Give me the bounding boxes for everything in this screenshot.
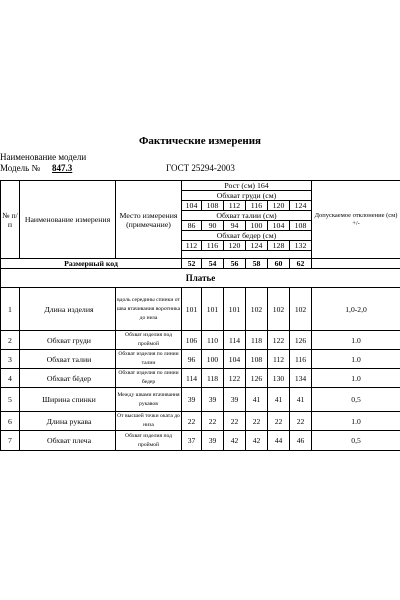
row-num: 4 (1, 369, 20, 388)
row-value: 96 (182, 350, 202, 369)
row-tolerance: 0,5 (312, 431, 400, 451)
row-place: Между швами втачивания рукавов (116, 388, 182, 412)
model-name-label: Наименование модели (0, 152, 87, 162)
size-code: 56 (224, 259, 246, 269)
waist-label: Обхват талии (см) (182, 211, 312, 221)
row-value: 39 (224, 388, 246, 412)
row-value: 114 (182, 369, 202, 388)
row-value: 122 (268, 331, 290, 350)
hips-value: 128 (268, 241, 290, 251)
row-value: 39 (182, 388, 202, 412)
row-value: 42 (224, 431, 246, 451)
row-value: 118 (246, 331, 268, 350)
size-code-row (1, 259, 400, 269)
waist-value: 90 (202, 221, 224, 231)
size-code-empty (312, 259, 400, 269)
hips-value: 124 (246, 241, 268, 251)
table-row (1, 331, 400, 350)
row-value: 22 (224, 412, 246, 431)
row-tolerance: 1.0 (312, 369, 400, 388)
row-value: 114 (224, 331, 246, 350)
row-place: Обхват изделия под проймой (116, 431, 182, 451)
header-tolerance: Допускаемое отклонение (см) +/- (312, 181, 400, 259)
row-name: Обхват груди (20, 331, 116, 350)
row-value: 41 (246, 388, 268, 412)
size-code: 54 (202, 259, 224, 269)
size-code: 60 (268, 259, 290, 269)
size-code-label: Размерный код (1, 259, 182, 269)
row-value: 110 (202, 331, 224, 350)
row-place: Обхват изделия под проймой (116, 331, 182, 350)
model-number-line (0, 163, 74, 173)
header-num: № п/п (1, 181, 20, 259)
row-value: 22 (246, 412, 268, 431)
size-code: 62 (290, 259, 312, 269)
row-place: Обхват изделия по линии бедер (116, 369, 182, 388)
row-place: Обхват изделия по линии талии (116, 350, 182, 369)
row-num: 6 (1, 412, 20, 431)
row-value: 126 (246, 369, 268, 388)
row-place: вдоль середины спинки от шва втачивания воротника до низа (116, 288, 182, 331)
header-row-height (1, 181, 400, 191)
row-value: 22 (182, 412, 202, 431)
row-value: 22 (290, 412, 312, 431)
section-title: Платье (1, 269, 400, 288)
header-name: Наименование измерения (20, 181, 116, 259)
row-value: 108 (246, 350, 268, 369)
row-value: 134 (290, 369, 312, 388)
row-name: Ширина спинки (20, 388, 116, 412)
chest-value: 120 (268, 201, 290, 211)
row-value: 22 (268, 412, 290, 431)
row-value: 112 (268, 350, 290, 369)
chest-value: 112 (224, 201, 246, 211)
hips-value: 120 (224, 241, 246, 251)
row-value: 22 (202, 412, 224, 431)
row-value: 101 (202, 288, 224, 331)
row-name: Длина изделия (20, 288, 116, 331)
row-tolerance: 1.0 (312, 412, 400, 431)
table-row (1, 412, 400, 431)
row-tolerance: 1.0 (312, 331, 400, 350)
chest-label: Обхват груди (см) (182, 191, 312, 201)
hips-value: 116 (202, 241, 224, 251)
row-value: 42 (246, 431, 268, 451)
row-name: Длина рукава (20, 412, 116, 431)
row-num: 2 (1, 331, 20, 350)
row-name: Обхват бёдер (20, 369, 116, 388)
row-value: 102 (290, 288, 312, 331)
row-value: 126 (290, 331, 312, 350)
header-place: Место измерения (примечание) (116, 181, 182, 259)
row-num: 3 (1, 350, 20, 369)
hips-label: Обхват бедер (см) (182, 231, 312, 241)
row-place: От высшей точки оката до низа (116, 412, 182, 431)
row-value: 122 (224, 369, 246, 388)
waist-value: 100 (246, 221, 268, 231)
row-num: 1 (1, 288, 20, 331)
row-value: 118 (202, 369, 224, 388)
size-code: 52 (182, 259, 202, 269)
row-value: 102 (268, 288, 290, 331)
section-row (1, 269, 400, 288)
waist-value: 86 (182, 221, 202, 231)
chest-value: 124 (290, 201, 312, 211)
size-code: 58 (246, 259, 268, 269)
row-value: 37 (182, 431, 202, 451)
header-spacer (182, 251, 312, 259)
row-value: 39 (202, 388, 224, 412)
row-value: 116 (290, 350, 312, 369)
table-row (1, 431, 400, 451)
waist-value: 104 (268, 221, 290, 231)
row-value: 41 (268, 388, 290, 412)
row-value: 39 (202, 431, 224, 451)
table-row (1, 288, 400, 331)
row-num: 5 (1, 388, 20, 412)
gost-standard: ГОСТ 25294-2003 (166, 163, 235, 173)
measurement-table (0, 180, 400, 451)
table-row (1, 388, 400, 412)
row-value: 41 (290, 388, 312, 412)
chest-value: 116 (246, 201, 268, 211)
row-value: 130 (268, 369, 290, 388)
row-num: 7 (1, 431, 20, 451)
row-value: 44 (268, 431, 290, 451)
waist-value: 108 (290, 221, 312, 231)
row-value: 100 (202, 350, 224, 369)
row-tolerance: 1.0 (312, 350, 400, 369)
hips-value: 112 (182, 241, 202, 251)
header-height: Рост (см) 164 (182, 181, 312, 191)
row-tolerance: 1,0-2,0 (312, 288, 400, 331)
row-name: Обхват талии (20, 350, 116, 369)
table-row (1, 369, 400, 388)
model-number: 847.3 (52, 163, 73, 173)
row-value: 104 (224, 350, 246, 369)
table-row (1, 350, 400, 369)
waist-value: 94 (224, 221, 246, 231)
hips-value: 132 (290, 241, 312, 251)
chest-value: 104 (182, 201, 202, 211)
chest-value: 108 (202, 201, 224, 211)
page-title: Фактические измерения (138, 135, 262, 147)
row-tolerance: 0,5 (312, 388, 400, 412)
row-value: 101 (182, 288, 202, 331)
model-number-label: Модель № (0, 163, 41, 173)
row-value: 102 (246, 288, 268, 331)
row-value: 106 (182, 331, 202, 350)
row-name: Обхват плеча (20, 431, 116, 451)
row-value: 101 (224, 288, 246, 331)
row-value: 46 (290, 431, 312, 451)
